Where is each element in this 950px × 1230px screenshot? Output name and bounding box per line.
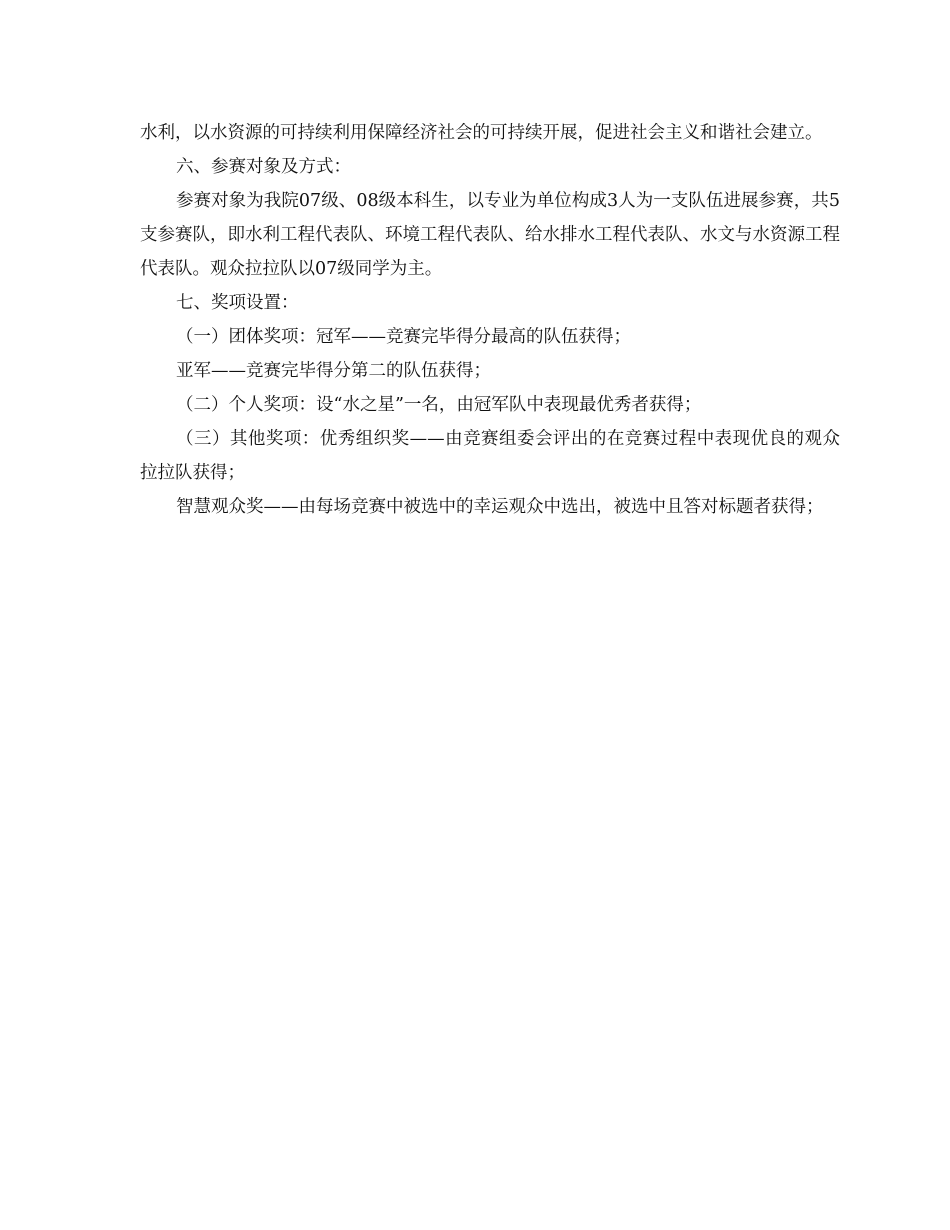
paragraph-audience-award: 智慧观众奖——由每场竞赛中被选中的幸运观众中选出，被选中且答对标题者获得； <box>176 497 824 517</box>
document-body <box>140 116 840 524</box>
heading-section-six: 六、参赛对象及方式： <box>176 157 351 177</box>
heading-section-seven: 七、奖项设置： <box>176 293 299 313</box>
paragraph-participants: 参赛对象为我院07级、08级本科生，以专业为单位构成3人为一支队伍进展参赛，共5支参赛队，即水利工程代表队、环境工程代表队、给水排水工程代表队、水文与水资源工程代表队。观众拉拉队以07级同学为主。 <box>140 191 840 279</box>
paragraph-team-award: （一）团体奖项：冠军——竞赛完毕得分最高的队伍获得； <box>176 327 631 347</box>
paragraph-other-awards: （三）其他奖项：优秀组织奖——由竞赛组委会评出的在竞赛过程中表现优良的观众拉拉队获得； <box>140 429 840 483</box>
paragraph-runner-up: 亚军——竞赛完毕得分第二的队伍获得； <box>176 361 491 381</box>
paragraph-continuation: 水利，以水资源的可持续利用保障经济社会的可持续开展，促进社会主义和谐社会建立。 <box>140 123 823 143</box>
paragraph-individual-award: （二）个人奖项：设“水之星”一名，由冠军队中表现最优秀者获得； <box>176 395 702 415</box>
